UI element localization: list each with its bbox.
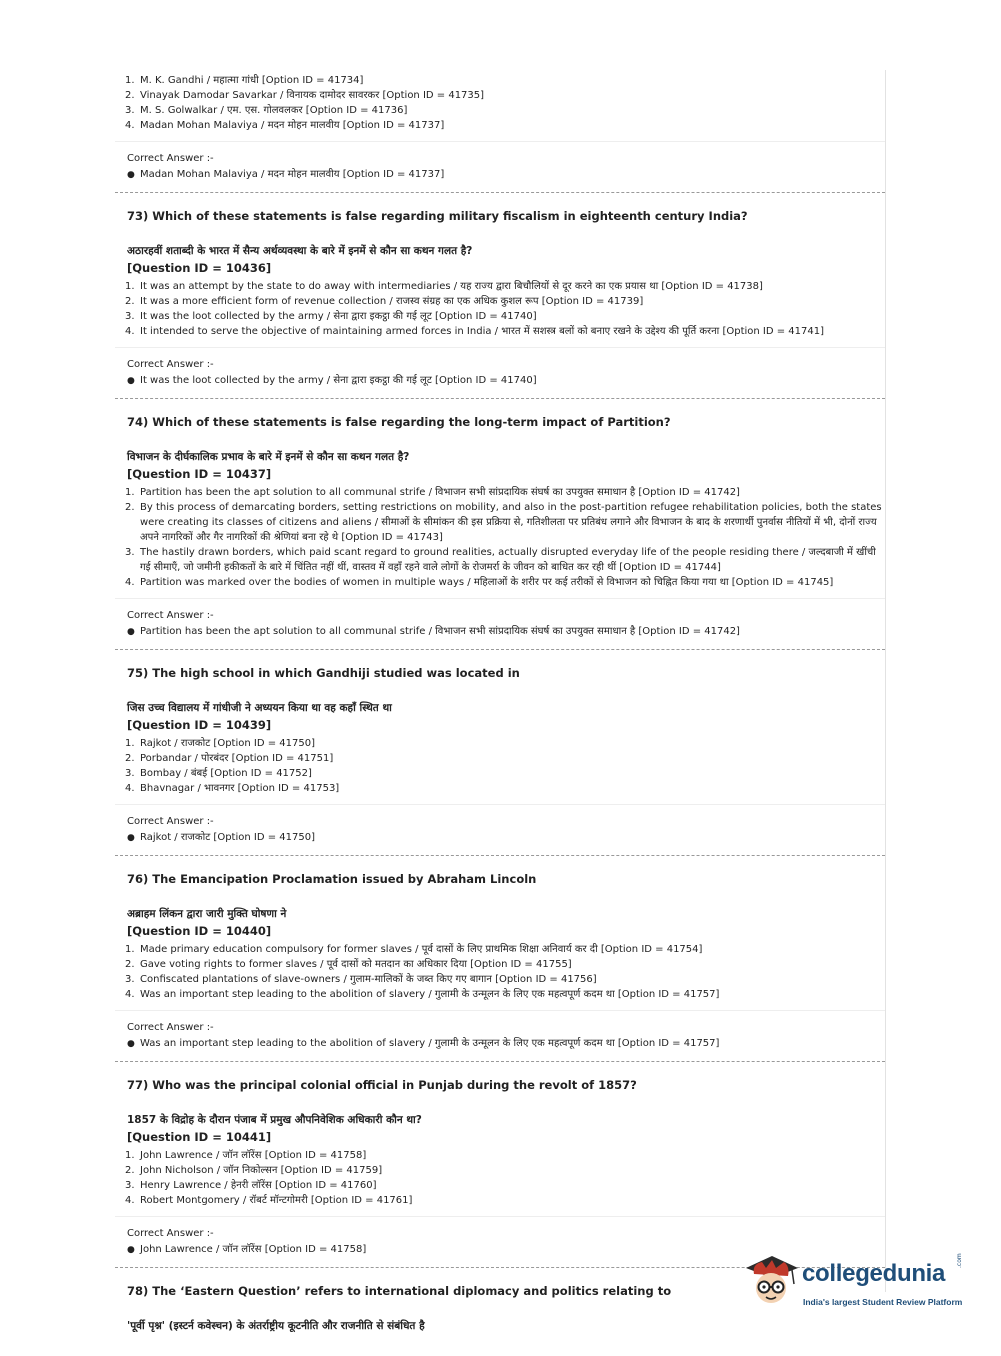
option-item: 1. Rajkot / राजकोट [Option ID = 41750]: [125, 738, 315, 749]
option-item: 4. Madan Mohan Malaviya / मदन मोहन मालवीय [Option ID = 41737]: [125, 120, 445, 131]
option-item: 3. M. S. Golwalkar / एम. एस. गोलवलकर [Option ID = 41736]: [125, 105, 408, 116]
question-id: [Question ID = 10440]: [127, 924, 272, 938]
option-item: 3. Bombay / बंबई [Option ID = 41752]: [125, 768, 312, 779]
question-hindi: जिस उच्च विद्यालय में गांधीजी ने अध्ययन किया था वह कहाँ स्थित था: [127, 702, 392, 714]
option-item: 4. It intended to serve the objective of maintaining armed forces in India / भारत में सशस्त्र बलों को बनाए रखने के उद्देश्य की पूर्ति करना [Option ID = 41741]: [125, 326, 825, 337]
question-title: 75) The high school in which Gandhiji studied was located in: [127, 666, 520, 680]
correct-answer: ● John Lawrence / जॉन लॉरेंस [Option ID = 41758]: [127, 1241, 885, 1259]
question-hindi: अब्राहम लिंकन द्वारा जारी मुक्ति घोषणा ने: [127, 908, 287, 920]
mascot-icon: [742, 1250, 800, 1310]
option-item: 4. Bhavnagar / भावनगर [Option ID = 41753]: [125, 783, 340, 794]
bullet-icon: ●: [127, 833, 135, 843]
question-id: [Question ID = 10439]: [127, 718, 272, 732]
logo-wordmark: collegedunia: [802, 1260, 946, 1287]
question-title: 74) Which of these statements is false regarding the long-term impact of Partition?: [127, 415, 671, 429]
bullet-icon: ●: [127, 170, 135, 180]
bullet-icon: ●: [127, 1245, 135, 1255]
correct-answer-block: [115, 598, 885, 645]
correct-answer-label: Correct Answer :-: [127, 1022, 214, 1033]
option-item: 1. It was an attempt by the state to do away with intermediaries / यह राज्य द्वारा बिचौलियों से दूर करने का एक प्रयास था [Option ID = 41738]: [125, 281, 763, 292]
question-title: 78) The ‘Eastern Question’ refers to international diplomacy and politics relating to: [127, 1284, 672, 1298]
question-hindi: अठारहवीं शताब्दी के भारत में सैन्य अर्थव्यवस्था के बारे में इनमें से कौन सा कथन गलत है?: [127, 245, 473, 257]
option-item: 4. Was an important step leading to the abolition of slavery / गुलामी के उन्मूलन के लिए एक महत्वपूर्ण कदम था [Option ID = 41757]: [125, 989, 720, 1000]
correct-answer-label: Correct Answer :-: [127, 816, 214, 827]
option-item: 2. Gave voting rights to former slaves / पूर्व दासों को मतदान का अधिकार दिया [Option ID = 41755]: [125, 959, 572, 970]
bullet-icon: ●: [127, 627, 135, 637]
correct-answer-block: [115, 804, 885, 851]
question-title: 73) Which of these statements is false regarding military fiscalism in eighteenth century India?: [127, 209, 748, 223]
option-item: 2. Vinayak Damodar Savarkar / विनायक दामोदर सावरकर [Option ID = 41735]: [125, 90, 485, 101]
option-item: 4. Robert Montgomery / रॉबर्ट मॉन्टगोमरी [Option ID = 41761]: [125, 1195, 413, 1206]
correct-answer-label: Correct Answer :-: [127, 1228, 214, 1239]
option-item: 1. John Lawrence / जॉन लॉरेंस [Option ID = 41758]: [125, 1150, 367, 1161]
correct-answer: ● Partition has been the apt solution to all communal strife / विभाजन सभी सांप्रदायिक संघर्ष का उपयुक्त समाधान है [Option ID = 41742]: [127, 623, 885, 641]
question-id: [Question ID = 10437]: [127, 467, 272, 481]
option-item: 1. M. K. Gandhi / महात्मा गांधी [Option ID = 41734]: [125, 75, 364, 86]
option-item: 1. Partition has been the apt solution to all communal strife / विभाजन सभी सांप्रदायिक संघर्ष का उपयुक्त समाधान है [Option ID = 41742]: [125, 487, 740, 498]
correct-answer: ● Rajkot / राजकोट [Option ID = 41750]: [127, 829, 885, 847]
correct-answer-block: [115, 141, 885, 188]
q72-options: [115, 70, 885, 133]
option-item: 2. By this process of demarcating borders, setting restrictions on mobility, and also in the post-partition refugee rehabilitation policies, both the states were creating its classes of citizens and aliens / सीमाओं के सीमांकन की इस प्रक्रिया से, गतिशीलता पर प्रतिबंध लगाने और विभाजन के बाद के शरणार्थी पुनर्वास नीतियों में भी, दोनों राज्य अपने नागरिकों और गैर नागरिकों की श्रेणियां बना रहे थे [Option ID = 41743]: [125, 502, 882, 543]
correct-answer-block: [115, 1010, 885, 1057]
correct-answer-label: Correct Answer :-: [127, 153, 214, 164]
question-id: [Question ID = 10441]: [127, 1130, 272, 1144]
option-item: 2. It was a more efficient form of revenue collection / राजस्व संग्रह का एक अधिक कुशल रूप [Option ID = 41739]: [125, 296, 644, 307]
correct-answer: ● Madan Mohan Malaviya / मदन मोहन मालवीय [Option ID = 41737]: [127, 166, 885, 184]
option-item: 2. John Nicholson / जॉन निकोल्सन [Option ID = 41759]: [125, 1165, 383, 1176]
correct-answer-block: [115, 347, 885, 394]
question-hindi: 1857 के विद्रोह के दौरान पंजाब में प्रमुख औपनिवेशिक अधिकारी कौन था?: [127, 1114, 422, 1126]
option-item: 3. Confiscated plantations of slave-owners / गुलाम-मालिकों के जब्त किए गए बागान [Option ID = 41756]: [125, 974, 597, 985]
correct-answer: ● It was the loot collected by the army / सेना द्वारा इकट्ठा की गई लूट [Option ID = 41740]: [127, 372, 885, 390]
option-item: 2. Porbandar / पोरबंदर [Option ID = 41751]: [125, 753, 334, 764]
logo-dotcom: .com: [956, 1253, 963, 1268]
option-item: 3. The hastily drawn borders, which paid scant regard to ground realities, actually disrupted everyday life of the people residing there / जल्दबाजी में खींची गई सीमाएँ, जो जमीनी हकीकतों के बारे में चिंतित नहीं थीं, वास्तव में वहाँ रहने वाले लोगों के रोजमर्रा के जीवन को बाधित कर रही थीं [Option ID = 41744]: [125, 547, 876, 573]
question-title: 76) The Emancipation Proclamation issued by Abraham Lincoln: [127, 872, 537, 886]
bullet-icon: ●: [127, 376, 135, 386]
collegedunia-logo: [742, 1250, 972, 1312]
correct-answer-label: Correct Answer :-: [127, 610, 214, 621]
logo-tagline: India's largest Student Review Platform: [803, 1297, 963, 1307]
option-item: 3. It was the loot collected by the army / सेना द्वारा इकट्ठा की गई लूट [Option ID = 41740]: [125, 311, 537, 322]
bullet-icon: ●: [127, 1039, 135, 1049]
correct-answer-label: Correct Answer :-: [127, 359, 214, 370]
question-options: [115, 276, 885, 339]
question-hindi: 'पूर्वी पृश्न' (इस्टर्न कवेस्चन) के अंतर्राष्ट्रीय कूटनीति और राजनीति से संबंधित है: [127, 1320, 425, 1332]
question-title: 77) Who was the principal colonial official in Punjab during the revolt of 1857?: [127, 1078, 637, 1092]
question-options: [115, 939, 885, 1002]
question-id: [Question ID = 10436]: [127, 261, 272, 275]
option-item: 3. Henry Lawrence / हेनरी लॉरेंस [Option ID = 41760]: [125, 1180, 377, 1191]
question-options: [115, 1145, 885, 1208]
question-options: [115, 482, 885, 590]
question-hindi: विभाजन के दीर्घकालिक प्रभाव के बारे में इनमें से कौन सा कथन गलत है?: [127, 451, 410, 463]
option-item: 1. Made primary education compulsory for former slaves / पूर्व दासों के लिए प्राथमिक शिक्षा अनिवार्य कर दी [Option ID = 41754]: [125, 944, 703, 955]
correct-answer: ● Was an important step leading to the abolition of slavery / गुलामी के उन्मूलन के लिए एक महत्वपूर्ण कदम था [Option ID = 41757]: [127, 1035, 885, 1053]
question-options: [115, 733, 885, 796]
option-item: 4. Partition was marked over the bodies of women in multiple ways / महिलाओं के शरीर पर कई तरीकों से विभाजन को चिह्नित किया गया था [Option ID = 41745]: [125, 577, 834, 588]
